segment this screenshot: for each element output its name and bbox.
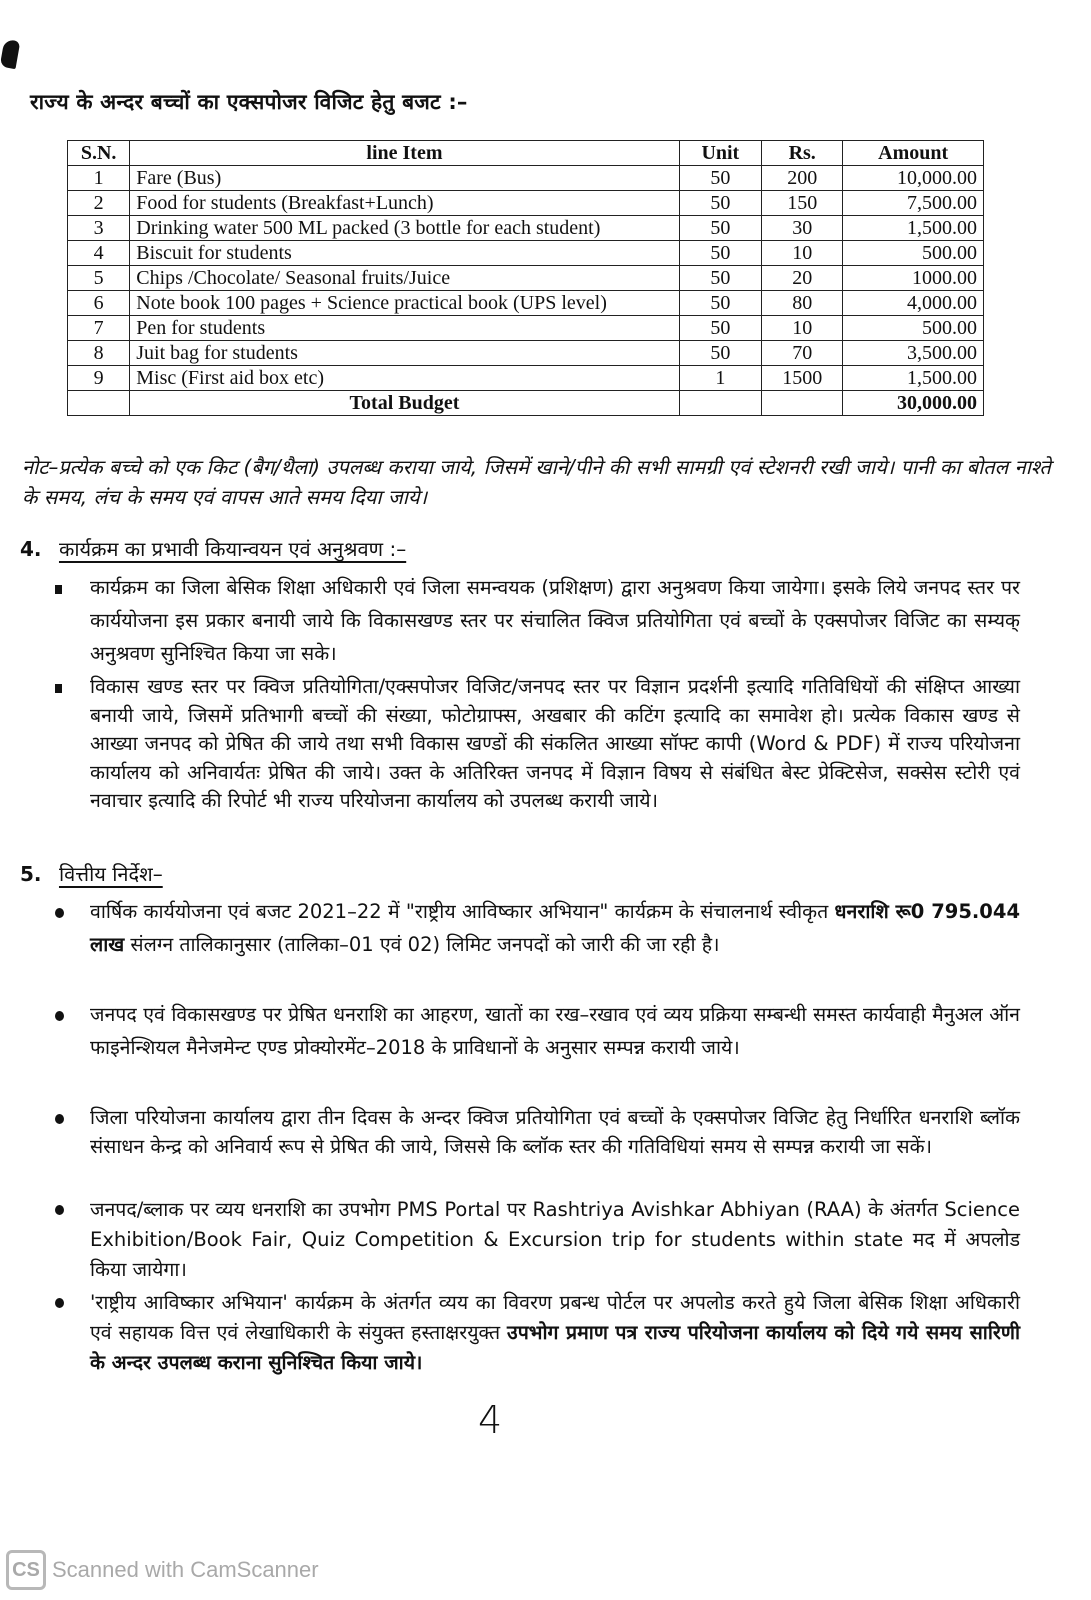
cell-line-item: Food for students (Breakfast+Lunch): [130, 191, 679, 216]
note-paragraph: नोट–प्रत्येक बच्चे को एक किट (बैग/थैला) उपलब्ध कराया जाये, जिसमें खाने/पीने की सभी सामग्री एवं स्टेशनरी रखी जाये। पानी का बोतल नाश्ते के समय, लंच के समय एवं वापस आते समय दिया जाये।: [22, 455, 1051, 509]
cell-unit: 50: [679, 291, 761, 316]
section-5-bullet-4: [55, 1195, 1020, 1285]
total-label: Total Budget: [130, 391, 679, 416]
bullet-text: जिला परियोजना कार्यालय द्वारा तीन दिवस के अन्दर क्विज प्रतियोगिता एवं बच्चों के एक्सपोजर विजिट हेतु निर्धारित धनराशि ब्लॉक संसाधन केन्द्र को अनिवार्य रूप से प्रेषित की जाये, जिससे कि ब्लॉक स्तर की गतिविधियां समय से सम्पन्न करायी जा सकें।: [90, 1106, 1020, 1158]
camscanner-watermark: [6, 1550, 319, 1590]
round-bullet-icon: [55, 1011, 64, 1021]
section-4-heading: [20, 535, 406, 562]
round-bullet-icon: [55, 1114, 64, 1124]
bullet-text-bold: धनराशि रू0 795.044 लाख: [90, 900, 1021, 956]
table-row: [68, 366, 984, 391]
cell-unit: 50: [679, 216, 761, 241]
total-row: [68, 391, 984, 416]
cell-amount: 1,500.00: [843, 366, 984, 391]
header-line-item: line Item: [130, 141, 679, 166]
table-row: [68, 266, 984, 291]
cell-rs: 80: [762, 291, 843, 316]
cell-sn: 1: [68, 166, 130, 191]
cell-rs: 10: [762, 241, 843, 266]
page-number: 4: [478, 1398, 503, 1442]
cell-line-item: Drinking water 500 ML packed (3 bottle for each student): [130, 216, 679, 241]
section-4-bullet-2: [55, 673, 1020, 816]
camscanner-logo-icon: CS: [6, 1550, 46, 1590]
section-5-bullet-2: [55, 998, 1020, 1064]
section-5-bullet-3: [55, 1103, 1020, 1161]
cell-amount: 4,000.00: [843, 291, 984, 316]
cell-sn: 8: [68, 341, 130, 366]
square-bullet-icon: [55, 585, 62, 594]
cell-sn: 2: [68, 191, 130, 216]
section-5-bullet-1: [55, 895, 1020, 961]
section-4-title: कार्यक्रम का प्रभावी कियान्वयन एवं अनुश्रवण :–: [58, 537, 407, 561]
watermark-text: Scanned with CamScanner: [52, 1557, 319, 1582]
round-bullet-icon: [55, 908, 64, 918]
square-bullet-icon: [55, 684, 62, 693]
cell-rs: 200: [762, 166, 843, 191]
cell-sn: 9: [68, 366, 130, 391]
table-row: [68, 316, 984, 341]
cell-unit: 50: [679, 316, 761, 341]
cell-rs: 150: [762, 191, 843, 216]
cell-amount: 1000.00: [843, 266, 984, 291]
round-bullet-icon: [55, 1298, 64, 1308]
total-unit-cell: [679, 391, 761, 416]
table-header-row: [68, 141, 984, 166]
budget-heading: राज्य के अन्दर बच्चों का एक्सपोजर विजिट हेतु बजट :–: [30, 90, 468, 114]
cell-amount: 7,500.00: [843, 191, 984, 216]
cell-sn: 5: [68, 266, 130, 291]
header-sn: S.N.: [68, 141, 130, 166]
table-row: [68, 166, 984, 191]
cell-amount: 3,500.00: [843, 341, 984, 366]
cell-rs: 70: [762, 341, 843, 366]
cell-line-item: Juit bag for students: [130, 341, 679, 366]
section-5-bullet-5: [55, 1288, 1020, 1378]
bullet-text: कार्यक्रम का जिला बेसिक शिक्षा अधिकारी एवं जिला समन्वयक (प्रशिक्षण) द्वारा अनुश्रवण किया जायेगा। इसके लिये जनपद स्तर पर कार्ययोजना इस प्रकार बनायी जाये कि विकासखण्ड स्तर पर संचालित क्विज प्रतियोगिता एवं बच्चों के एक्सपोजर विजिट का सम्यक् अनुश्रवण सुनिश्चित किया जा सके।: [90, 576, 1020, 665]
cell-sn: 6: [68, 291, 130, 316]
bullet-text-bold: उपभोग प्रमाण पत्र राज्य परियोजना कार्यालय को दिये गये समय सारिणी के अन्दर उपलब्ध कराना सुनिश्चित किया जाये।: [90, 1321, 1021, 1374]
cell-sn: 7: [68, 316, 130, 341]
cell-line-item: Misc (First aid box etc): [130, 366, 679, 391]
cell-sn: 4: [68, 241, 130, 266]
cell-unit: 50: [679, 191, 761, 216]
cell-line-item: Chips /Chocolate/ Seasonal fruits/Juice: [130, 266, 679, 291]
cell-line-item: Note book 100 pages + Science practical book (UPS level): [130, 291, 679, 316]
cell-line-item: Biscuit for students: [130, 241, 679, 266]
bullet-text: विकास खण्ड स्तर पर क्विज प्रतियोगिता/एक्सपोजर विजिट/जनपद स्तर पर विज्ञान प्रदर्शनी इत्यादि गतिविधियों की संक्षिप्त आख्या बनायी जाये, जिसमें प्रतिभागी बच्चों की संख्या, फोटोग्राफ्स, अखबार की कटिंग इत्यादि का समावेश हो। प्रत्येक विकास खण्ड से आख्या जनपद को प्रेषित की जाये तथा सभी विकास खण्डों की संकलित आख्या सॉफ्ट कापी (Word & PDF) में राज्य परियोजना कार्यालय को अनिवार्यतः प्रेषित की जाये। उक्त के अतिरिक्त जनपद में विज्ञान विषय से संबंधित बेस्ट प्रेक्टिसेज, सक्सेस स्टोरी एवं नवाचार इत्यादि की रिपोर्ट भी राज्य परियोजना कार्यालय को उपलब्ध करायी जाये।: [90, 675, 1020, 812]
header-amount: Amount: [843, 141, 984, 166]
cell-amount: 500.00: [843, 316, 984, 341]
bullet-text: 'राष्ट्रीय आविष्कार अभियान' कार्यक्रम के अंतर्गत व्यय का विवरण प्रबन्ध पोर्टल पर अपलोड करते हुये जिला बेसिक शिक्षा अधिकारी एवं सहायक वित्त एवं लेखाधिकारी के संयुक्त हस्ताक्षरयुक्त: [90, 1291, 1020, 1344]
cell-line-item: Pen for students: [130, 316, 679, 341]
budget-table: [67, 140, 984, 416]
total-rs-cell: [762, 391, 843, 416]
round-bullet-icon: [55, 1205, 64, 1215]
header-rs: Rs.: [762, 141, 843, 166]
cell-unit: 50: [679, 266, 761, 291]
cell-rs: 30: [762, 216, 843, 241]
section-4-number: 4.: [20, 537, 42, 561]
cell-rs: 20: [762, 266, 843, 291]
total-amount: 30,000.00: [843, 391, 984, 416]
bullet-text: जनपद/ब्लाक पर व्यय धनराशि का उपभोग PMS Portal पर Rashtriya Avishkar Abhiyan (RAA) के अंतर्गत Science Exhibition/Book Fair, Quiz Competition & Excursion trip for students within state मद में अपलोड किया जायेगा।: [90, 1198, 1020, 1281]
bullet-text: संलग्न तालिकानुसार (तालिका–01 एवं 02) लिमिट जनपदों को जारी की जा रही है।: [124, 933, 720, 956]
cell-rs: 10: [762, 316, 843, 341]
table-row: [68, 341, 984, 366]
header-unit: Unit: [679, 141, 761, 166]
section-5-number: 5.: [20, 862, 42, 886]
cell-rs: 1500: [762, 366, 843, 391]
table-row: [68, 191, 984, 216]
bullet-text: वार्षिक कार्ययोजना एवं बजट 2021–22 में "राष्ट्रीय आविष्कार अभियान" कार्यक्रम के संचालनार्थ स्वीकृत: [90, 900, 835, 923]
cell-unit: 50: [679, 241, 761, 266]
scan-corner-mark: [0, 39, 20, 69]
cell-sn: 3: [68, 216, 130, 241]
cell-amount: 1,500.00: [843, 216, 984, 241]
cell-amount: 500.00: [843, 241, 984, 266]
cell-amount: 10,000.00: [843, 166, 984, 191]
section-5-heading: [20, 860, 163, 887]
cell-line-item: Fare (Bus): [130, 166, 679, 191]
cell-unit: 1: [679, 366, 761, 391]
section-4-bullet-1: [55, 571, 1020, 670]
table-row: [68, 241, 984, 266]
table-row: [68, 216, 984, 241]
bullet-text: जनपद एवं विकासखण्ड पर प्रेषित धनराशि का आहरण, खातों का रख–रखाव एवं व्यय प्रक्रिया सम्बन्धी समस्त कार्यवाही मैनुअल ऑन फाइनेन्शियल मैनेजमेन्ट एण्ड प्रोक्योरमेंट–2018 के प्राविधानों के अनुसार सम्पन्न करायी जाये।: [90, 1003, 1020, 1059]
cell-unit: 50: [679, 341, 761, 366]
total-sn-cell: [68, 391, 130, 416]
cell-unit: 50: [679, 166, 761, 191]
section-5-title: वित्तीय निर्देश–: [58, 862, 163, 886]
table-row: [68, 291, 984, 316]
